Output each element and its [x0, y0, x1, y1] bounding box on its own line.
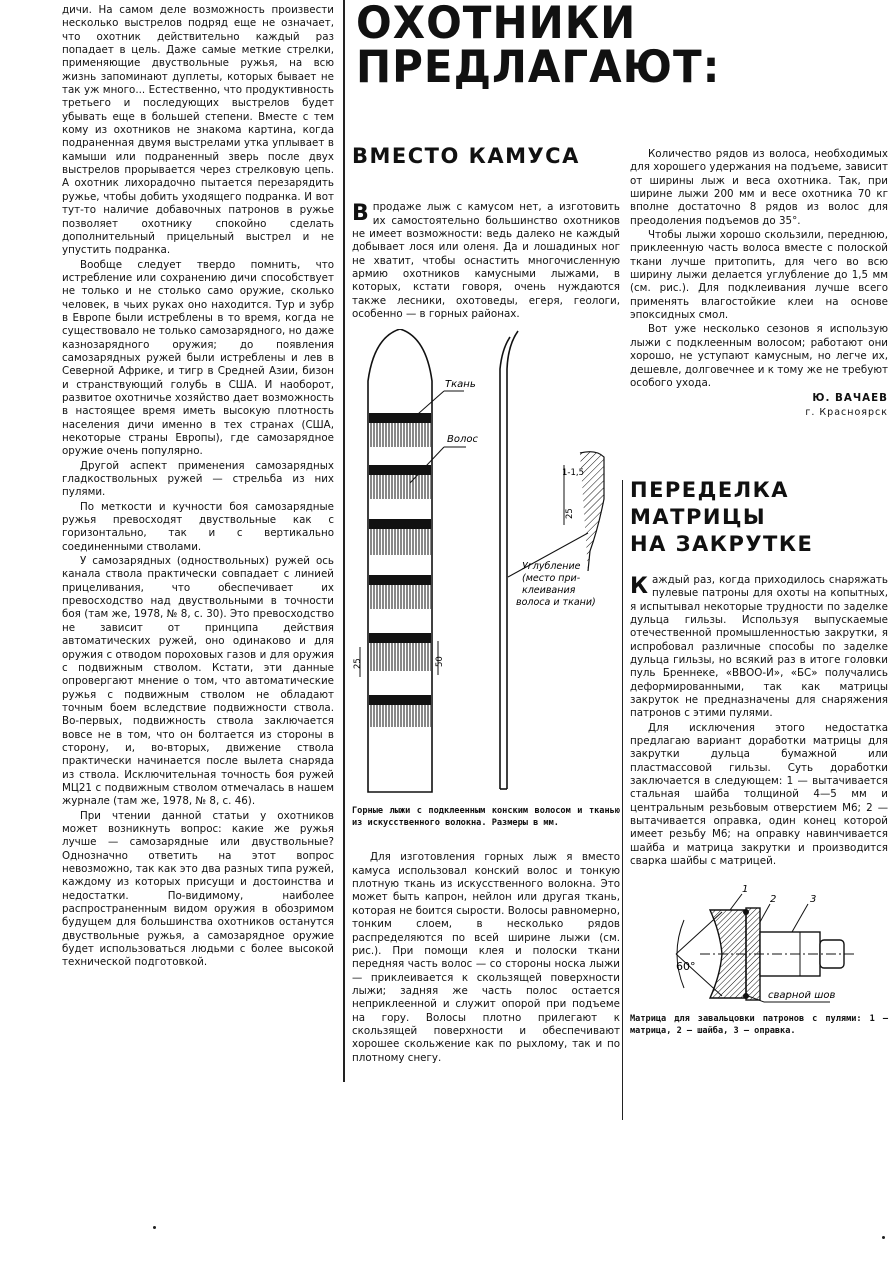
groove-note-line-3: клеивания	[522, 585, 576, 597]
ski-profile	[500, 337, 510, 789]
drop-cap: В	[352, 201, 369, 227]
column-right	[630, 148, 888, 1037]
paragraph: Вообще следует твердо помнить, что истребление или сохранению дичи способствует не только и не столько само оружие, сколько человек, в чьих руках оно находится. Тур и зубр в Европе были истреблены в то время, когда не существовало не только самозарядного, но даже казнозарядного оружия; до появления самозарядных ружей были истреблены и лев в Северной Африке, и тигр в Средней Азии, бизон и странствующий голубь в США. И наоборот, развитое охотничье хозяйство дает возможность в настоящее время иметь высокую плотность населения дичи именно в тех странах (США, некоторые страны Европы), где самозарядное оружие очень популярно.	[62, 258, 334, 458]
figure-caption-2: Матрица для завальцовки патронов с пулями: 1 — матрица, 2 — шайба, 3 — оправка.	[630, 1014, 888, 1036]
groove-note-line-2: (место при-	[522, 573, 581, 585]
groove-note-line-4: волоса и ткани)	[516, 597, 596, 609]
dimension-50: 50	[435, 656, 445, 668]
headline-line-1: ОХОТНИКИ	[356, 0, 637, 49]
weld-label: сварной шов	[768, 990, 836, 1002]
title-line-1: ПЕРЕДЕЛКА	[630, 477, 790, 502]
author-city: г. Красноярск	[805, 406, 888, 418]
scan-speck	[882, 1236, 885, 1239]
column-rule-left	[343, 0, 345, 1082]
column-left	[62, 4, 334, 971]
paragraph: Чтобы лыжи хорошо скользили, переднюю, приклеенную часть волоса вместе с полоской ткани лучше притопить, для чего во всю ширину лыжи делается углубление до 1,5 мм (см. рис.). Для подклеивания лучше всего применять влагостойкие клеи на основе эпоксидных смол.	[630, 229, 888, 322]
paragraph: У самозарядных (одноствольных) ружей ось канала ствола практически совпадает с линией прицеливания, что обеспечивает их превосходство над двуствольными в точности боя (там же, 1978, № 8, с. 30). Это превосходство не зависит от принципа действия автоматических ружей, оно одинаково и для оружия с отводом пороховых газов и для оружия с подвижным стволом. Кстати, эти данные опровергают мнение о том, что автоматические ружья с подвижным стволом не обладают точным боем вследствие подвижности ствола. Во-первых, подвижность ствола заключается вовсе не в том, что он болтается из стороны в сторону, и, во-вторых, движение ствола практически начинается после вылета снаряда из ствола. Исключительная точность боя ружей МЦ21 с подвижным стволом отмечалась в нашем журнале (там же, 1978, № 8, с. 46).	[62, 555, 334, 808]
dimension-1-1.5: 1-1,5	[562, 468, 584, 479]
author-name: Ю. ВАЧАЕВ	[812, 392, 888, 405]
paragraph: Для исключения этого недостатка предлагаю вариант доработки матрицы для закрутки дульца бумажной или пластмассовой гильзы. Суть доработки заключается в следующем: 1 — вытачивается стальная шайба толщиной 4—5 мм и центральным резьбовым отверстием М6; 2 — вытачивается оправка, один конец которой имеет резьбу М6; на оправку навинчивается шайба и матрица закрутки и производится сварка шайбы с матрицей.	[630, 721, 888, 868]
angle-label: 60°	[676, 960, 696, 974]
title-line-2: МАТРИЦЫ	[630, 504, 767, 529]
lead-paragraph	[352, 201, 620, 321]
paragraph: По меткости и кучности боя самозарядные ружья превосходят двуствольные как с горизонтально, так и с вертикально соединенными стволами.	[62, 500, 334, 553]
dimension-25-right: 25	[565, 508, 575, 520]
groove-note-line-1: Углубление	[522, 561, 581, 573]
groove-detail	[508, 452, 604, 577]
paragraph: Количество рядов из волоса, необходимых для хорошего удержания на подъеме, зависит от ширины лыж и веса охотника. Так, при ширине лыжи 200 мм и весе охотника 70 кг вполне достаточно 8 рядов из волос для преодоления подъемов до 35°.	[630, 148, 888, 227]
label-volos: Волос	[447, 434, 478, 446]
lead-paragraph-text: продаже лыж с камусом нет, а изготовить их самостоятельно большинство охотников не имеет возможности: ведь далеко не каждый добывает лося или оленя. Да и лошадиных ног не хватит, чтобы оснастить многочисленную армию охотников камусными лыжами, в которых, кстати говоря, очень нуждаются также лесники, охотоведы, егеря, геологи, особенно — в горных районах.	[352, 201, 620, 321]
label-tkan: Ткань	[445, 379, 476, 391]
paragraph: При чтении данной статьи у охотников может возникнуть вопрос: какие же ружья лучше — самозарядные или двуствольные? Однозначно ответить на этот вопрос невозможно, так как это два разных типа ружей, каждому из которых присущи и достоинства и недостатки. По-видимому, наиболее распространенным видом оружия в обозримом будущем для большинства охотников останутся двуствольные ружья, а самозарядное оружие будет использоваться людьми с более высокой технической подготовкой.	[62, 809, 334, 969]
lead-paragraph-2	[630, 574, 888, 721]
dimension-25-left: 25	[353, 658, 363, 670]
paragraph: Для изготовления горных лыж я вместо камуса использовал конский волос и тонкую плотную ткань из искусственного волокна. Это может быть капрон, нейлон или другая ткань, которая не боится сырости. Волосы равномерно, тонким слоем, в несколько рядов распределяются по всей ширине лыжи (см. рис.). При помощи клея и полоски ткани передняя часть волос — со стороны носка лыжи — приклеивается к скользящей поверхности лыжи; задняя же часть полос остается неприклеенной и служит опорой при подъеме на гору. Волосы плотно прилегают к скользящей поверхности и обеспечивают хорошее скольжение как по рыхлому, так и по плотному снегу.	[352, 851, 620, 1064]
part-number-2: 2	[770, 894, 777, 906]
part-number-3: 3	[810, 894, 817, 906]
part-number-1: 1	[742, 884, 749, 896]
matrix-figure	[630, 882, 888, 1012]
paragraph: Вот уже несколько сезонов я использую лыжи с подклеенным волосом; работают они хорошо, не уступают камусным, но легче их, дешевле, долговечнее и к тому же не требуют особого ухода.	[630, 323, 888, 389]
figure-caption: Горные лыжи с подклеенным конским волосом и тканью из искусственного волокна. Размеры в мм.	[352, 806, 620, 828]
title-line-3: НА ЗАКРУТКЕ	[630, 531, 814, 556]
headline-line-2: ПРЕДЛАГАЮТ:	[356, 40, 721, 93]
lead-paragraph-2-text: аждый раз, когда приходилось снаряжать пулевые патроны для охоты на копытных, я испытывал некоторые трудности по заделке дульца гильзы. Используя выпускаемые отечественной промышленностью закрутки, я испробовал различные способы по заделке дульца гильзы, но всякий раз в итоге головки пуль Бреннеке, «ВВОО-И», «БС» получались деформированными, так как матрицы закруток не предназначены для снаряжения патронов с этими пулями.	[630, 573, 888, 720]
paragraph: дичи. На самом деле возможность произвести несколько выстрелов подряд еще не означает, что охотник действительно каждый раз попадает в цель. Даже самые меткие стрелки, применяющие двуствольные ружья, на всю жизнь запоминают дуплеты, которых бывает не так уж много... Естественно, что продуктивность третьего и последующих выстрелов будет убывать еще в большей степени. Вместе с тем кому из охотников не знакома картина, когда подраненная двумя выстрелами утка уплывает в камыши или подраненный зверь после двух выстрелов прорывается через стрелковую цепь. А охотник лихорадочно пытается перезарядить ружье, чтобы добить уходящего подранка. И вот тут-то наличие добавочных патронов в ружье позволяет охотнику спокойно сделать дополнительный прицельный выстрел и не упустить подранка.	[62, 4, 334, 257]
article-title: ВМЕСТО КАМУСА	[352, 144, 580, 168]
scan-speck	[153, 1226, 156, 1229]
ski-figure	[352, 329, 620, 804]
paragraph: Другой аспект применения самозарядных гладкоствольных ружей — стрельба из них пулями.	[62, 459, 334, 499]
drop-cap-2: К	[630, 573, 648, 599]
article-title-2	[630, 477, 888, 558]
column-rule-right	[622, 480, 623, 1120]
headline	[356, 0, 721, 93]
hair-strips	[369, 413, 431, 727]
